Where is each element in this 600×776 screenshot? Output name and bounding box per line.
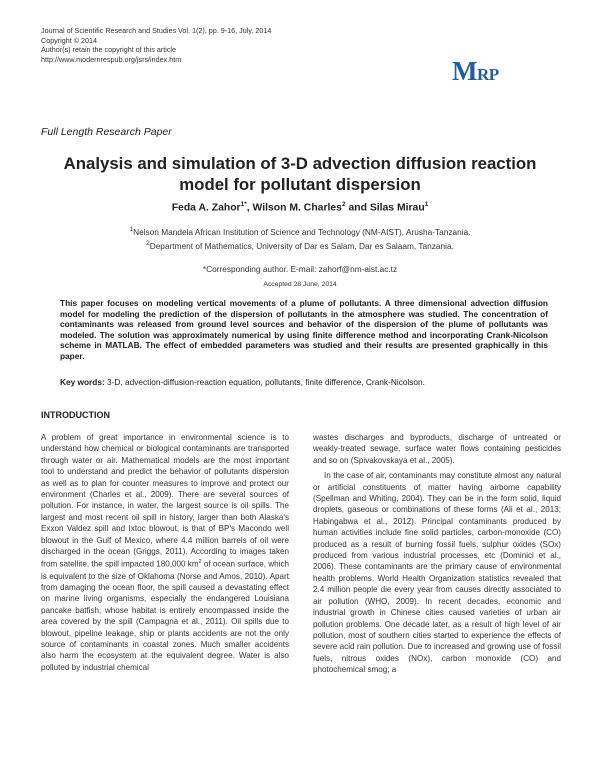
- author-1: Feda A. Zahor: [171, 202, 241, 214]
- abstract: This paper focuses on modeling vertical movements of a plume of pollutants. A three dimensional advection diffusion model for modeling the prediction of the dispersion of pollutants in the atmosphere was studied. The concentration of contaminants was released from ground level sources and behavior of the dispersion of the plume of pollutants was modeled. The solution was approximately numerical by using finite difference method and incorporating Crank-Nicolson scheme in MATLAB. The effect of embedded parameters was studied and their results are presented graphically in this paper.: [60, 298, 548, 361]
- journal-url[interactable]: http://www.modernrespub.org/jsrs/index.htm: [41, 54, 182, 64]
- keywords: [60, 377, 548, 387]
- author-3: Silas Mirau: [369, 202, 425, 214]
- keywords-label: Key words:: [60, 377, 105, 387]
- author-1-mark: 1*: [240, 201, 247, 208]
- author-list: [41, 201, 559, 213]
- rights-line: Author(s) retain the copyright of this article: [41, 45, 177, 55]
- affiliation-2-mark: 2: [146, 240, 150, 248]
- publisher-logo: [452, 56, 499, 87]
- logo-letters-rp: RP: [476, 65, 499, 84]
- affiliation-1-mark: 1: [129, 226, 134, 233]
- copyright-line: Copyright © 2014: [41, 35, 98, 45]
- journal-header: [41, 26, 271, 64]
- paper-title: Analysis and simulation of 3-D advection diffusion reaction model for pollutant dispersion: [63, 154, 537, 194]
- intro-text-b: of ocean surface, which is equivalent to the size of Oklahoma (Norse and Amos, 2010). Apart from damaging the ocean floor, the spill caused a devastating effect on marine living organisms, especially the endangered Louisiana pancake batfish, whose habitat is entirely encompassed inside the area covered by the spill (Campagna et al., 2011). Oil spills due to blowout, pipeline leakage, ship or plants accidents are not the only source of contaminants in coastal zones. Much smaller accidents also harm the ecosystem at the equivalent degree. Water is also polluted by industrial chemical: [41, 560, 290, 672]
- superscript-2: 2: [198, 559, 202, 566]
- right-paragraph-2: In the case of air, contaminants may constitute almost any natural or artificial constituents of matter having airborne capability (Spellman and Whiting, 2004). They can be in the form solid, liquid droplets, gaseous or combinations of these forms (Ali et al., 2013; Habingabwa et al., 2012). Principal contaminants produced by human activities include fine solid particles, carbon-monoxide (CO) produced as a result of burning fossil fuels, sulphur oxides (SOx) produced from various industrial processes, etc (Dominici et al., 2006). These contaminants are the primary cause of environmental health problems. World Health Organization statistics revealed that 2.4 million people die every year from causes directly associated to air pollution (WHO, 2009). In recent decades, economic and industrial growth in Chinese cities caused varieties of urban air pollution problems. One decade later, as a result of high level of air pollution, most of southern cities started to experience the effects of severe acid rain pollution. Due to increased and growing use of fossil fuels, nitrous oxides (NOx), carbon monoxide (CO) and photochemical smog; a: [313, 471, 561, 675]
- corresponding-author: *Corresponding author. E-mail: zahorf@nm-aist.ac.tz: [202, 264, 398, 274]
- author-sep-2: and: [345, 202, 370, 214]
- affiliation-2-text: Department of Mathematics, University of Dar es Salam, Dar es Salaam, Tanzania.: [149, 241, 454, 252]
- logo-letter-m: M: [452, 56, 477, 86]
- journal-citation: Journal of Scientific Research and Studies Vol. 1(2), pp. 9-16, July, 2014: [41, 26, 272, 35]
- author-3-mark: 1: [424, 201, 429, 208]
- intro-text-a: A problem of great importance in environmental science is to understand how chemical or biological contaminants are transported through water or air. Mathematical models are the most important tool to understand and predict the behavior of pollutants dispersion as well as to plan for counter measures to improve and protect our environment (Charles et al., 2009). There are several sources of pollution. For instance, in water, the largest source is oil spills. The largest and most recent oil spill in history, larger than both Alaska's Exxon Valdez spill and Ixtoc blowout, is that of BP's Macondo well blowout in the Gulf of Mexico, where 4.4 million barrels of oil were discharged in the ocean (Griggs, 2011). According to images taken from satellite, the spill impacted 180,000 km: [41, 433, 289, 570]
- keywords-text: 3-D, advection-diffusion-reaction equation, pollutants, finite difference, Crank-Nicolson.: [104, 377, 425, 387]
- author-2: Wilson M. Charles: [252, 202, 342, 214]
- accepted-date: Accepted 28 June, 2014: [263, 281, 337, 288]
- author-2-mark: 2: [341, 201, 346, 208]
- affiliation-2: [41, 238, 559, 252]
- affiliation-1-text: Nelson Mandela African Institution of Science and Technology (NM-AIST), Arusha-Tanzania.: [133, 226, 471, 237]
- affiliations: [41, 224, 559, 253]
- right-paragraph-1: wastes discharges and byproducts, discharge of untreated or weakly-treated sewage, surface water flows containing pesticides and so on (Spivakovskaya et al., 2005).: [313, 433, 561, 465]
- section-heading: INTRODUCTION: [41, 410, 110, 420]
- paper-type: Full Length Research Paper: [41, 126, 172, 138]
- right-column: [313, 432, 561, 676]
- left-column: [41, 432, 289, 673]
- intro-paragraph-1: [41, 432, 289, 673]
- affiliation-1: [41, 224, 559, 238]
- author-sep-1: ,: [246, 202, 253, 214]
